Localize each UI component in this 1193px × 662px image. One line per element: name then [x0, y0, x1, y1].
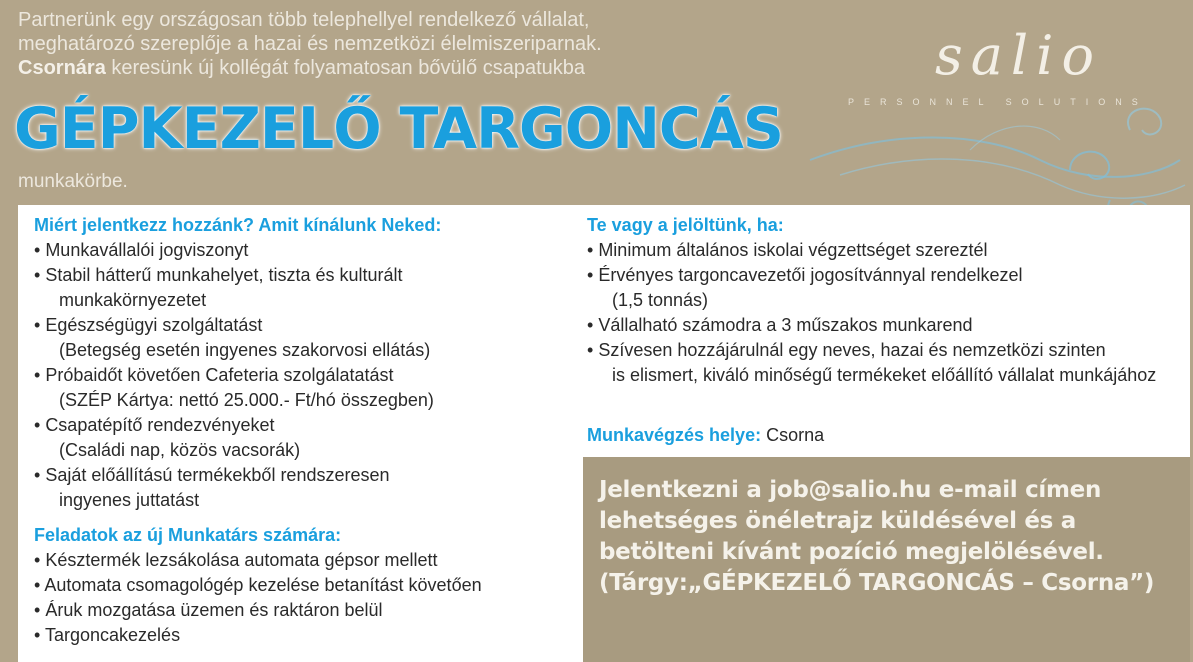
requirements-heading: Te vagy a jelöltünk, ha:: [587, 215, 784, 235]
list-item: • Vállalható számodra a 3 műszakos munkarend: [587, 313, 1182, 338]
intro-line-3: [18, 56, 738, 80]
work-location-label: Munkavégzés helye:: [587, 425, 762, 445]
list-item: • Egészségügyi szolgáltatást (Betegség esetén ingyenes szakorvosi ellátás): [34, 313, 574, 363]
tasks-list: [34, 548, 574, 648]
list-item: • Minimum általános iskolai végzettséget szereztél: [587, 238, 1182, 263]
list-item: • Áruk mozgatása üzemen és raktáron belül: [34, 598, 574, 623]
work-location: [587, 423, 824, 448]
intro-line-2: meghatározó szereplője a hazai és nemzetközi élelmiszeriparnak.: [18, 33, 602, 55]
intro-line-3-rest: keresünk új kollégát folyamatosan bővülő csapatukba: [105, 57, 585, 79]
list-item: • Stabil hátterű munkahelyet, tiszta és kulturált munkakörnyezetet: [34, 263, 574, 313]
work-location-value: Csorna: [761, 425, 825, 445]
apply-text: Jelentkezni a job@salio.hu e-mail címen lehetséges önéletrajz küldésével és a betölteni kívánt pozíció megjelölésével. (Tárgy:„GÉPKEZELŐ TARGONCÁS – Csorna”): [599, 477, 1155, 596]
offer-section: [34, 213, 574, 513]
job-title: GÉPKEZELŐ TARGONCÁS: [14, 96, 783, 162]
list-item: • Automata csomagológép kezelése betanítást követően: [34, 573, 574, 598]
requirements-section: [587, 213, 1182, 388]
requirements-list: [587, 238, 1182, 388]
list-item: • Késztermék lezsákolása automata gépsor mellett: [34, 548, 574, 573]
left-card: [18, 205, 583, 662]
offer-list: [34, 238, 574, 513]
list-item: • Saját előállítású termékekből rendszeresen ingyenes juttatást: [34, 463, 574, 513]
list-item: • Érvényes targoncavezetői jogosítvánnyal rendelkezel (1,5 tonnás): [587, 263, 1182, 313]
tasks-heading: Feladatok az új Munkatárs számára:: [34, 525, 342, 545]
list-item: • Targoncakezelés: [34, 623, 574, 648]
offer-heading: Miért jelentkezz hozzánk? Amit kínálunk Neked:: [34, 215, 442, 235]
job-subtitle: munkakörbe.: [18, 171, 128, 192]
list-item: • Próbaidőt követően Cafeteria szolgálatatást (SZÉP Kártya: nettó 25.000.- Ft/hó összegben): [34, 363, 574, 413]
list-item: • Szívesen hozzájárulnál egy neves, hazai és nemzetközi szinten is elismert, kiváló minőségű termékeket előállító vállalat munkájához: [587, 338, 1182, 388]
tasks-section: [34, 523, 574, 648]
list-item: • Munkavállalói jogviszonyt: [34, 238, 574, 263]
intro-line-1: Partnerünk egy országosan több telephellyel rendelkező vállalat,: [18, 9, 590, 31]
logo-tagline: PERSONNEL SOLUTIONS: [848, 97, 1148, 107]
right-card: [583, 205, 1190, 457]
intro-text: [18, 8, 738, 80]
salio-logo: salio: [935, 24, 1102, 87]
intro-location-bold: Csornára: [18, 57, 106, 79]
list-item: • Csapatépítő rendezvényeket (Családi nap, közös vacsorák): [34, 413, 574, 463]
apply-box: [583, 457, 1190, 662]
